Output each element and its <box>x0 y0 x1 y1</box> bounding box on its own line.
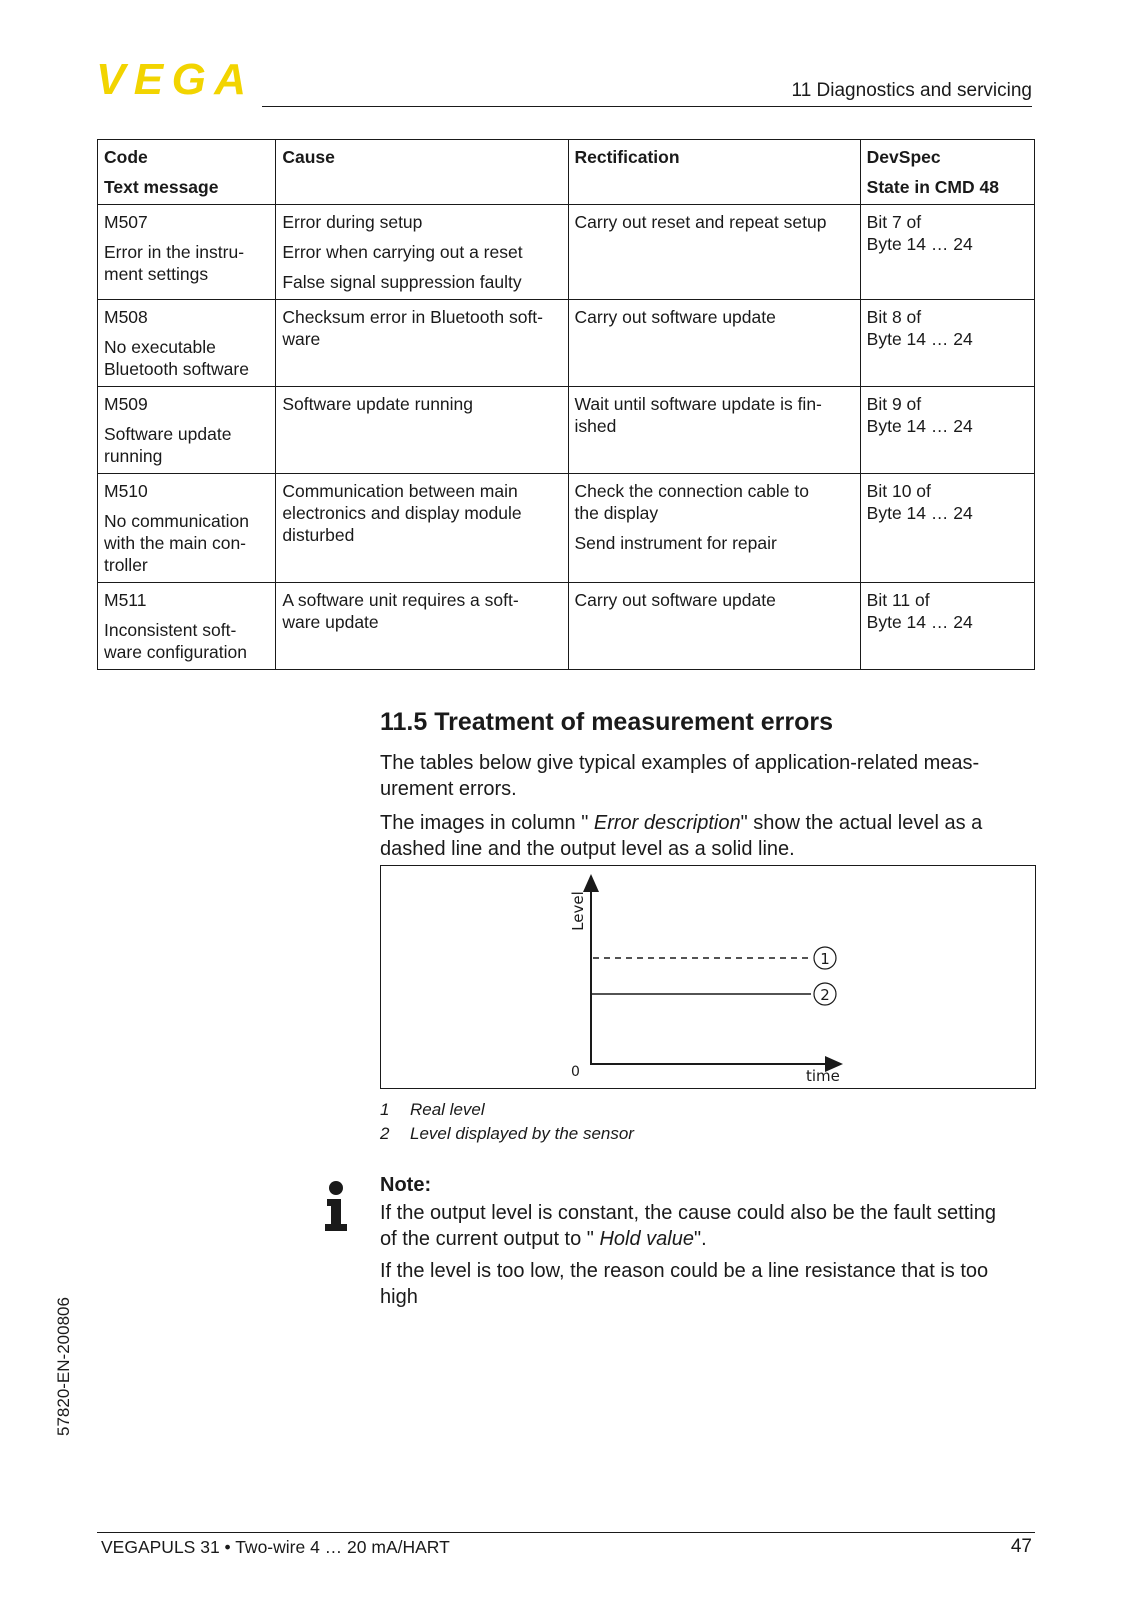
error-message: Software update running <box>104 424 232 466</box>
cause-text: Checksum error in Bluetooth soft- ware <box>282 307 543 349</box>
header-state-label: State in CMD 48 <box>866 177 999 197</box>
chapter-heading: 11 Diagnostics and servicing <box>791 80 1032 101</box>
level-diagram <box>380 865 1036 1089</box>
description-paragraph <box>380 810 1040 862</box>
devspec-text: Bit 9 of <box>866 394 922 414</box>
cause-cell <box>276 583 568 670</box>
devspec-cell <box>860 300 1034 387</box>
cause-text: False signal suppression faulty <box>282 272 522 292</box>
rectification-text: Wait until software update is fin- ished <box>574 394 822 436</box>
marker-1-label: 1 <box>820 950 830 968</box>
devspec-text: Byte 14 … 24 <box>866 503 973 523</box>
table-row <box>98 583 1035 670</box>
error-code: M511 <box>104 590 147 610</box>
devspec-cell <box>860 387 1034 474</box>
note-title: Note: <box>380 1174 432 1196</box>
note-term: Hold value <box>599 1228 694 1250</box>
rectification-text: Check the connection cable to the display <box>574 481 809 523</box>
y-axis-label: Level <box>569 891 587 931</box>
rectification-text: Carry out software update <box>574 307 776 327</box>
error-message: No communication with the main con- troller <box>104 511 249 575</box>
error-message: No executable Bluetooth software <box>104 337 249 379</box>
section-title: 11.5 Treatment of measurement errors <box>380 708 833 736</box>
cause-text: Error when carrying out a reset <box>282 242 523 262</box>
note-paragraph-1 <box>380 1200 1040 1252</box>
level-diagram-graphic <box>381 866 1037 1090</box>
description-term: Error description <box>593 812 741 834</box>
description-text-start: The images in column " <box>380 812 594 834</box>
rectification-text: Send instrument for repair <box>574 533 777 553</box>
footer-product: VEGAPULS 31 • Two-wire 4 … 20 mA/HART <box>101 1537 450 1557</box>
note-text-end: ". <box>693 1228 707 1250</box>
vega-logo-text: VEGA <box>96 60 244 98</box>
table-header-row <box>98 140 1035 205</box>
error-code: M508 <box>104 307 148 327</box>
devspec-text: Bit 10 of <box>866 481 931 501</box>
rectification-cell <box>568 583 860 670</box>
code-cell <box>98 583 276 670</box>
note-text-start: If the output level is constant, the cause could also be the fault setting of the current output to " <box>380 1202 996 1250</box>
cause-cell <box>276 205 568 300</box>
header-code-label: Code <box>104 147 148 167</box>
cause-cell <box>276 387 568 474</box>
rectification-cell <box>568 205 860 300</box>
table-row <box>98 300 1035 387</box>
table-row <box>98 474 1035 583</box>
page-number: 47 <box>1010 1536 1032 1557</box>
cause-text: Communication between main electronics and display module disturbed <box>282 481 522 545</box>
devspec-text: Byte 14 … 24 <box>866 612 973 632</box>
rectification-cell <box>568 474 860 583</box>
devspec-text: Bit 7 of <box>866 212 922 232</box>
devspec-text: Byte 14 … 24 <box>866 234 973 254</box>
error-message: Inconsistent soft- ware configuration <box>104 620 247 662</box>
marker-2-label: 2 <box>820 986 830 1004</box>
description-text-end: " show the actual level as a dashed line and the output level as a solid line. <box>380 812 983 860</box>
devspec-cell <box>860 474 1034 583</box>
x-axis-label: time <box>806 1067 840 1085</box>
header-rectification: Rectification <box>568 140 860 205</box>
header-divider <box>262 106 1032 107</box>
cause-cell <box>276 300 568 387</box>
caption-number: 2 <box>380 1124 390 1143</box>
caption-item <box>380 1124 634 1144</box>
rectification-text: Carry out software update <box>574 590 776 610</box>
header-code <box>98 140 276 205</box>
caption-text: Real level <box>410 1100 485 1119</box>
intro-paragraph <box>380 750 1040 802</box>
cause-text: A software unit requires a soft- ware update <box>282 590 519 632</box>
caption-item <box>380 1100 485 1120</box>
header-devspec <box>860 140 1034 205</box>
devspec-cell <box>860 583 1034 670</box>
devspec-text: Bit 8 of <box>866 307 922 327</box>
header-devspec-label: DevSpec <box>866 147 941 167</box>
table-row <box>98 387 1035 474</box>
devspec-text: Byte 14 … 24 <box>866 416 973 436</box>
devspec-text: Bit 11 of <box>866 590 930 610</box>
code-cell <box>98 205 276 300</box>
rectification-text: Carry out reset and repeat setup <box>574 212 827 232</box>
vega-logo <box>96 60 246 98</box>
table-row <box>98 205 1035 300</box>
document-id: 57820-EN-200806 <box>54 1297 73 1436</box>
code-cell <box>98 474 276 583</box>
rectification-cell <box>568 300 860 387</box>
note-paragraph-2: If the level is too low, the reason could be a line resistance that is too high <box>380 1260 989 1308</box>
vega-logo-graphic <box>96 60 246 98</box>
error-code-table <box>97 139 1035 670</box>
info-icon <box>324 1180 350 1232</box>
devspec-text: Byte 14 … 24 <box>866 329 973 349</box>
devspec-cell <box>860 205 1034 300</box>
intro-text: The tables below give typical examples of application-related meas- urement errors. <box>380 752 980 800</box>
footer-divider <box>97 1532 1035 1533</box>
table-body <box>98 205 1035 670</box>
error-code: M510 <box>104 481 148 501</box>
caption-text: Level displayed by the sensor <box>410 1124 634 1143</box>
info-icon-graphic <box>324 1180 350 1232</box>
error-code: M509 <box>104 394 148 414</box>
caption-number: 1 <box>380 1100 390 1119</box>
header-text-message-label: Text message <box>104 177 219 197</box>
cause-text: Error during setup <box>282 212 423 232</box>
header-cause: Cause <box>276 140 568 205</box>
code-cell <box>98 300 276 387</box>
error-code: M507 <box>104 212 148 232</box>
error-message: Error in the instru- ment settings <box>104 242 245 284</box>
cause-cell <box>276 474 568 583</box>
origin-label: 0 <box>571 1064 580 1080</box>
cause-text: Software update running <box>282 394 474 414</box>
rectification-cell <box>568 387 860 474</box>
code-cell <box>98 387 276 474</box>
